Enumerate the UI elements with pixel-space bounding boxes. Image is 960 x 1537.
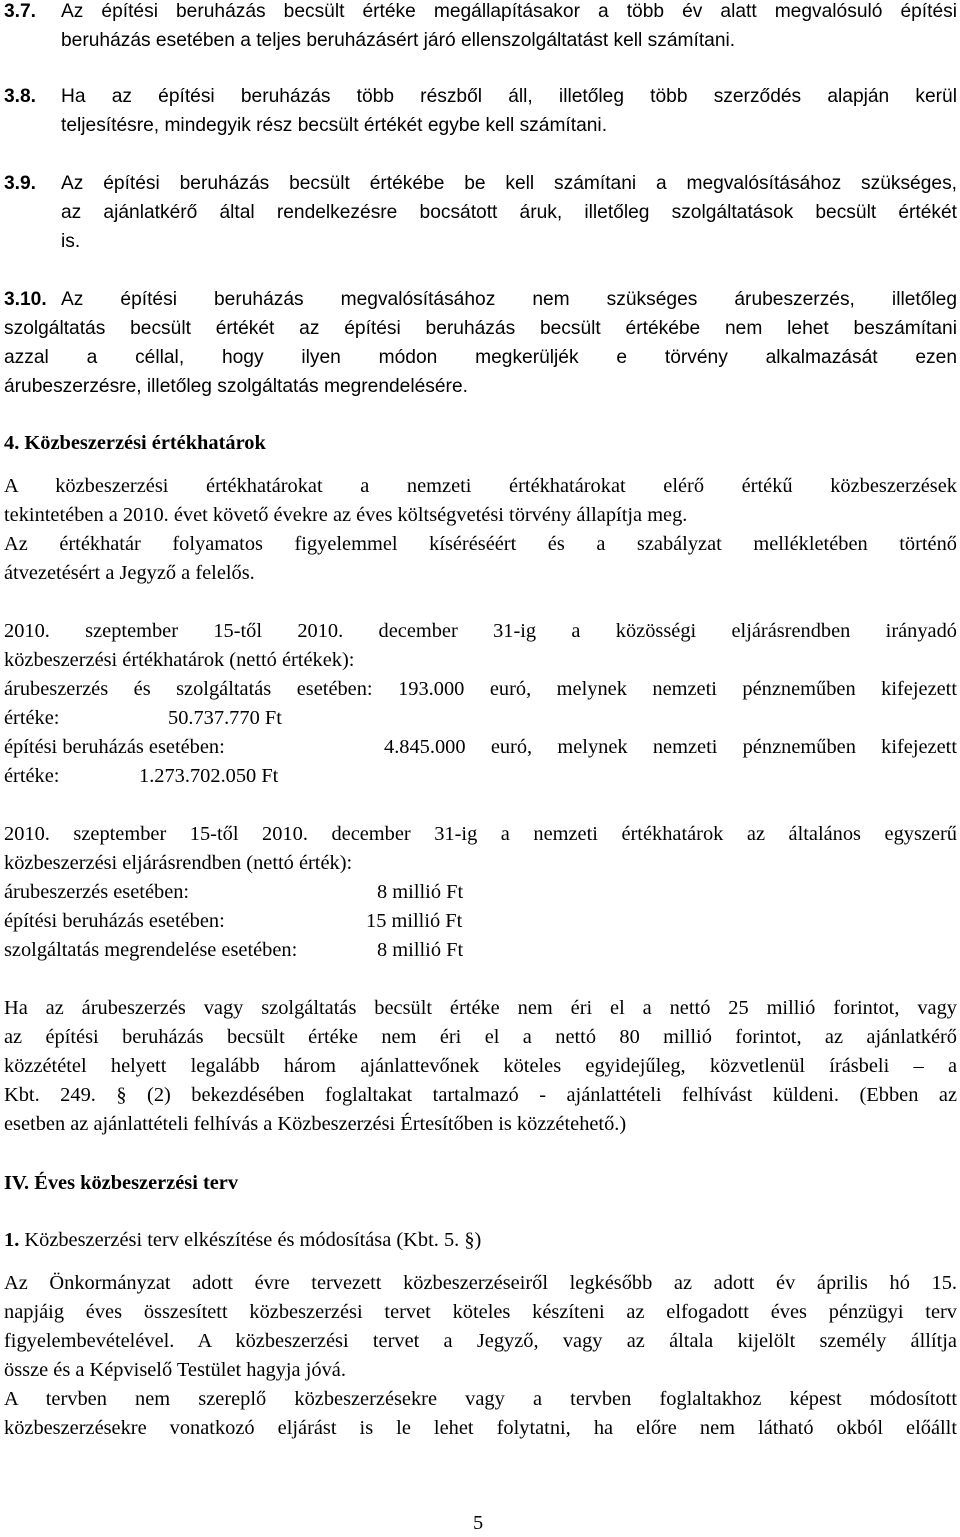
paragraph: [4, 1385, 957, 1443]
paragraph: [4, 1269, 957, 1385]
text-line: az ajánlatkérő által rendelkezésre bocsátott áruk, illetőleg szolgáltatások becsült értékét: [61, 202, 957, 223]
text-line: közbeszerzésekre vonatkozó eljárást is le lehet folytatni, ha előre nem látható okból előállt: [4, 1416, 957, 1439]
text-line: teljesítésre, mindegyik rész becsült értékét egybe kell számítani.: [61, 115, 608, 136]
subsection-heading: [4, 1226, 957, 1255]
section-number: 3.9.: [4, 173, 37, 194]
row-value: 8 millió Ft: [377, 881, 464, 903]
paragraph: [4, 472, 957, 530]
text-line: az építési beruházás becsült értéke nem éri el a nettó 80 millió forintot, az ajánlatkérő: [4, 1025, 957, 1048]
text-line: Az építési beruházás becsült értéke megállapításakor a több év alatt megvalósuló építési: [61, 1, 957, 22]
value-label: értéke:: [4, 765, 60, 787]
text-line: esetben az ajánlattételi felhívás a Közbeszerzési Értesítőben is közzétehető.): [4, 1112, 627, 1135]
subsection-number: 1.: [4, 1229, 20, 1251]
section-number: 3.8.: [4, 86, 37, 107]
text-line: árubeszerzésre, illetőleg szolgáltatás megrendelésére.: [4, 376, 468, 397]
text-line: 2010. szeptember 15-től 2010. december 31-ig a közösségi eljárásrendben irányadó: [4, 620, 957, 642]
section-number: 3.7.: [4, 1, 37, 22]
text-line: Ha az árubeszerzés vagy szolgáltatás becsült értéke nem éri el a nettó 25 millió forintot, vagy: [4, 997, 957, 1019]
section-text: [61, 169, 957, 256]
row-value: 8 millió Ft: [377, 939, 464, 961]
text-line: közbeszerzési értékhatárok (nettó értékek):: [4, 648, 355, 671]
row-label: szolgáltatás megrendelése esetében:: [4, 939, 298, 961]
section-3-9: [4, 169, 957, 256]
text-line: közbeszerzési eljárásrendben (nettó érték):: [4, 851, 353, 874]
text-line: szolgáltatás becsült értékét az építési beruházás becsült értékébe nem lehet beszámítani: [4, 318, 957, 339]
section-3-10: [4, 285, 957, 401]
eu-threshold-paragraph: [4, 617, 957, 791]
text-line: is.: [61, 231, 81, 252]
text-line: 2010. szeptember 15-től 2010. december 31-ig a nemzeti értékhatárok az általános egyszerű: [4, 823, 957, 845]
value-label: építési beruházás esetében:: [4, 736, 225, 758]
section-3-7: [4, 0, 957, 55]
text-line: Az Önkormányzat adott évre tervezett közbeszerzéseiről legkésőbb az adott év április hó 15.: [4, 1272, 957, 1294]
text-line: árubeszerzés és szolgáltatás esetében: 193.000 euró, melynek nemzeti pénzneműben kifejezett: [4, 677, 957, 700]
section-number: 3.10.: [4, 289, 47, 310]
row-label: építési beruházás esetében:: [4, 910, 225, 932]
value-amount: 50.737.770 Ft: [168, 707, 282, 729]
row-label: árubeszerzés esetében:: [4, 881, 190, 903]
national-threshold-paragraph: [4, 820, 957, 965]
paragraph: [4, 994, 957, 1139]
text-line: átvezetésért a Jegyző a felelős.: [4, 561, 255, 584]
text-line: Az értékhatár folyamatos figyelemmel kíséréséért és a szabályzat mellékletében történő: [4, 533, 957, 555]
section-text: [61, 0, 957, 55]
text-line: Az építési beruházás becsült értékébe be kell számítani a megvalósításához szükséges,: [61, 173, 957, 194]
subsection-title: Közbeszerzési terv elkészítése és módosítása (Kbt. 5. §): [19, 1229, 482, 1251]
text-line: Az építési beruházás megvalósításához nem szükséges árubeszerzés, illetőleg: [61, 289, 957, 310]
chapter-heading: IV. Éves közbeszerzési terv: [4, 1172, 239, 1194]
text-line: napjáig éves összesített közbeszerzési tervet köteles készíteni az elfogadott éves pénzügyi terv: [4, 1300, 957, 1323]
value-amount: 4.845.000 euró, melynek nemzeti pénzneműben kifejezett: [384, 736, 957, 758]
section-3-8: [4, 82, 957, 140]
text-line: Ha az építési beruházás több részből áll, illetőleg több szerződés alapján kerül: [61, 86, 957, 107]
page-number: 5: [473, 1512, 484, 1534]
value-label: értéke:: [4, 707, 60, 729]
row-value: 15 millió Ft: [366, 910, 463, 932]
paragraph: [4, 530, 957, 588]
text-line: A tervben nem szereplő közbeszerzésekre vagy a tervben foglaltakhoz képest módosított: [4, 1388, 957, 1410]
text-line: össze és a Képviselő Testület hagyja jóvá.: [4, 1358, 346, 1381]
value-amount: 1.273.702.050 Ft: [139, 765, 279, 787]
text-line: A közbeszerzési értékhatárokat a nemzeti értékhatárokat elérő értékű közbeszerzések: [4, 475, 957, 497]
section-heading: 4. Közbeszerzési értékhatárok: [4, 432, 266, 454]
section-text: [61, 82, 957, 140]
text-line: figyelembevételével. A közbeszerzési tervet a Jegyző, vagy az általa kijelölt személy állítja: [4, 1329, 957, 1352]
text-line: beruházás esetében a teljes beruházásért járó ellenszolgáltatást kell számítani.: [61, 30, 736, 51]
text-line: Kbt. 249. § (2) bekezdésében foglaltakat tartalmazó - ajánlattételi felhívást küldeni. (Ebben az: [4, 1083, 957, 1106]
text-line: azzal a céllal, hogy ilyen módon megkerüljék e törvény alkalmazását ezen: [4, 347, 957, 368]
text-line: tekintetében a 2010. évet követő évekre az éves költségvetési törvény állapítja meg.: [4, 503, 688, 526]
text-line: közzététel helyett legalább három ajánlattevőnek köteles egyidejűleg, közvetlenül írásbeli – a: [4, 1054, 957, 1077]
